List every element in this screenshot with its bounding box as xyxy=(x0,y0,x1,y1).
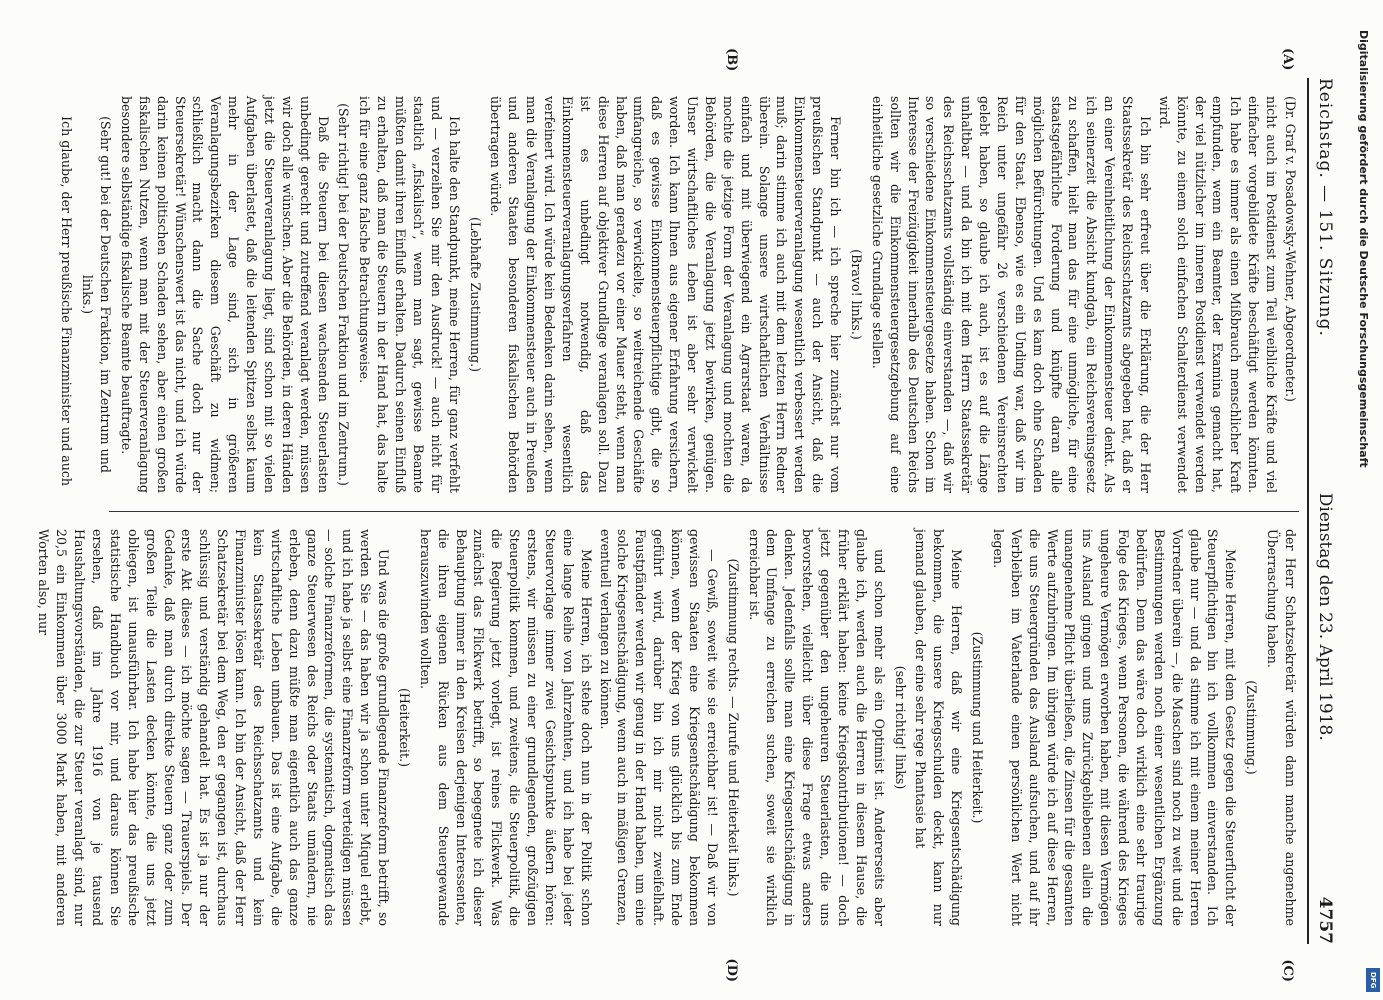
column-divider xyxy=(109,511,1299,512)
right-column xyxy=(36,511,1299,944)
page-number: 4757 xyxy=(1315,896,1335,944)
margin-mark-b: (B) xyxy=(724,48,739,72)
paragraph: der Herr Schatzsekretär würden dann manche angenehme Überraschung haben. xyxy=(1265,529,1298,926)
page-header xyxy=(1307,78,1335,944)
margin-mark-c: (C) xyxy=(1280,959,1295,982)
paragraph: Ich glaube, der Herr preußische Finanzminister und auch xyxy=(59,116,75,487)
paragraph: Meine Herren, ich stehe doch nun in der Politik schon eine lange Reihe von Jahrzehnten, und ich habe bei jeder Steuervorlage immer zwei Gesichtspunkte äußern hören: erstens, wir müssen zu einer grundlegenden, großzügigen Steuerpolitik kommen, und zweitens, die Steuerpolitik, die die Regierung jetzt vorlegt, ist reines Flickwerk. Was zunächst das Flickwerk betrifft, so begegnete ich dieser Behauptung immer in den Kreisen derjenigen Interessenten, die ihren eigenen Rücken aus dem Steuergewande herauszuwinden wollten. xyxy=(417,529,594,926)
paragraph: (Zustimmung.) xyxy=(1244,680,1260,775)
paragraph: Meine Herren, mit dem Gesetz gegen die Steuerflucht der Steuerpflichtigen bin ich vollkommen einverstanden. Ich glaube nur — und da stimme ich mit einem meiner Herren Vorredner überein —, die Maschen sind noch zu weit und die Bestimmungen werden noch einer wesentlichen Ergänzung bedürfen. Denn das wäre doch wirklich eine sehr traurige Folge des Krieges, wenn Personen, die während des Krieges ungeheure Vermögen erworben haben, mit diesen Vermögen ins Ausland gingen und ums Zurückgebliebenen allein die unangenehme Pflicht überließen, die Zinsen für die gesamten Werte aufzubringen. Im übrigen würde ich auf diese Herren, die uns Steuergründen das Ausland aufsuchen, und auf ihr Verbleiben im Vaterlande einen persönlichen Wert nicht legen. xyxy=(991,529,1239,926)
margin-mark-a: (A) xyxy=(1280,48,1295,71)
paragraph: Daß die Steuern bei diesen wachsenden Steuerlasten unbedingt gerecht und zutreffend veranlagt werden, müssen wir doch alle wünschen. Aber die Behörden, in deren Händen jetzt die Steuerveranlagung liegt, sind schon mit so vielen Aufgaben überlastet, daß die leitenden Spitzen selbst kaum mehr in der Lage sind, sich in größeren Veranlagungsbezirken diesem Geschäft zu widmen; schließlich macht dann die Sache doch nur der Steuersekretär! Wünschenswert ist das nicht, und ich würde darin keinen politischen Schaden sehen, aber einen großen fiskalischen Nutzen, wenn man mit der Steuerveranlagung besondere selbständige fiskalische Beamte beauftragte. xyxy=(119,96,331,493)
paragraph: (Sehr gut! bei der Deutschen Fraktion, im Zentrum und links.) xyxy=(80,116,114,473)
paragraph: Und was die große grundlegende Finanzreform betrifft, so werden Sie — das haben wir ja schon unter Miquel erlebt, und ich habe ja selbst eine Finanzreform verteidigen müssen — solche Finanzreformen, die systematisch, dogmatisch das ganze Steuerwesen des Reichs oder Staats umändern, nie erleben, denn dazu müßte man eigentlich auch das ganze wirtschaftliche Leben umbauen. Das ist eine Aufgabe, die kein Staatssekretär des Reichsschatzamts und kein Finanzminister lösen kann. Ich bin der Ansicht, daß der Herr Schatzsekretär bei dem Weg, den er gegangen ist, durchaus schlüssig und verständig gehandelt hat. Es ist ja nur der erste Akt dieses — ich möchte sagen — Trauerspiels. Der Gedanke, daß man durch direkte Steuern ganz oder zum großen Teile die Lasten decken könnte, die uns jetzt obliegen, ist unausführbar. Ich habe hier das preußische statistische Handbuch vor mir, und daraus können Sie ersehen, daß im Jahre 1916 von je tausend Haushaltungsvorständen, die zur Steuer veranlagt sind, nur 20,5 ein Einkommen über 3000 Mark haben, mit anderen Worten also, nur xyxy=(36,529,392,926)
paragraph: Ferner bin ich — ich spreche hier zunächst nur vom preußischen Standpunkt — auch der Ansicht, daß die Einkommensteuerveranlagung wesentlich verbessert werden muß; darin stimme ich auch mit dem letzten Herrn Redner überein. Solange unsere wirtschaftlichen Verhältnisse einfach und mit überwiegend ein Agrarstaat waren, da mochte die jetzige Form der Veranlagung und mochten die Behörden, die die Veranlagung jetzt bewirken, genügen. Unser wirtschaftliches Leben ist aber sehr verwickelt worden. Ich kann Ihnen aus eigener Erfahrung versichern, daß es gewisse Einkommensteuerpflichtige gibt, die so umfangreiche, so verwickelte, so weitreichende Geschäfte haben, daß man geradezu vor einer Mauer steht, wenn man diese Herren auf objektiver Grundlage veranlagen soll. Dazu ist es unbedingt notwendig, daß das Einkommensteuerveranlagungsverfahren wesentlich verfeinert wird. Ich würde kein Bedenken darin sehen, wenn man die Veranlagung der Einkommensteuer auch in Preußen und anderen Staaten besonderen fiskalischen Behörden übertragen würde. xyxy=(488,96,844,493)
paragraph: Ich halte den Standpunkt, meine Herren, für ganz verfehlt und — verzeihen Sie mir den Ausdruck! — auch nicht für staatlich „fiskalisch“, wenn man sagt, gewisse Beamte müßten damit ihren Einfluß erhalten. Dadurch seinen Einfluß zu erhalten, daß man die Steuern in der Hand hat, das halte ich für eine ganz falsche Betrachtungsweise. xyxy=(357,96,462,493)
paragraph: (Bravo! links.) xyxy=(849,249,864,340)
paragraph: und schon mehr als ein Optimist ist. Andererseits aber glaube ich, werden auch die Herren in diesem Hause, die früher erklärt haben: keine Kriegskontributionen! — doch jetzt gegenüber den ungeheuren Steuerlasten, die uns bevorstehen, vielleicht über diese Frage etwas anders denken. Jedenfalls sollte man eine Kriegsentschädigung in dem Umfange zu erreichen suchen, soweit sie wirklich erreichbar ist. xyxy=(746,529,887,926)
paragraph: (Sehr richtig! bei der Deutschen Fraktion und im Zentrum.) xyxy=(336,103,352,486)
digitization-credit: Digitalisierung gefördert durch die Deutsche Forschungsgemeinschaft xyxy=(1357,30,1370,468)
paragraph: (Lebhafte Zustimmung.) xyxy=(467,216,483,373)
left-column xyxy=(59,78,1299,511)
paragraph: Meine Herren, daß wir eine Kriegsentschädigung bekommen, die unsere Kriegsschulden deckt, kann nur jemand glauben, der eine sehr rege Phantasie hat xyxy=(913,529,965,926)
session-title: Reichstag. — 151. Sitzung. xyxy=(1315,78,1335,337)
paragraph: — Gewiß, soweit wie sie erreichbar ist! — Daß wir von gewissen Staaten eine Kriegsentschädigung bekommen können, wenn der Krieg von uns glücklich bis zum Ende geführt wird, darüber bin ich mir nicht zweifelhaft. Faustpfänder werden wir genug in der Hand haben, um eine solche Kriegsentschädigung, wenn auch in mäßigen Grenzen, eventuell verlangen zu können. xyxy=(597,529,720,926)
paragraph: (Dr. Graf v. Posadowsky-Wehner, Abgeordneter.) xyxy=(1283,96,1298,402)
text-columns xyxy=(36,48,1299,982)
paragraph: (Zustimmung und Heiterkeit.) xyxy=(970,631,986,824)
paragraph: nicht auch im Postdienst zum Teil weibliche Kräfte und viel einfacher vorgebildete Kräfte beschäftigt werden könnten. Ich habe es immer als einen Mißbrauch menschlicher Kraft empfunden, wenn ein Beamter, der Examina gemacht hat, der viel nützlicher im inneren Postdienst verwendet werden könnte, zu einem solch einfachen Schalterdienst verwendet wird. xyxy=(1156,96,1280,493)
paragraph: (Heiterkeit.) xyxy=(397,688,412,767)
paragraph: Ich bin sehr erfreut über die Erklärung, die der Herr Staatssekretär des Reichsschatzamts abgegeben hat, daß er an einer Vereinheitlichung der Einkommensteuer denkt. Als ich seinerzeit die Absicht kundgab, ein Reichsvereinsgesetz zu schaffen, hielt man das für eine unmögliche, für eine staatsgefährliche Forderung und knüpfte daran alle möglichen Befürchtungen. Und es kam doch ohne Schaden für den Staat. Ebenso, wie es ein Unding war, daß wir im Reich unter ungefähr 26 verschiedenen Vereinsrechten gelebt haben, so glaube ich auch, ist es auf die Länge unhaltbar — und da bin ich mit dem Herrn Staatssekretär des Reichsschatzamts vollständig einverstanden —, daß wir so verschiedene Einkommensteuergesetze haben. Schon im Interesse der Freizügigkeit innerhalb des Deutschen Reichs sollten wir die Einkommensteuergesetzgebung auf eine einheitliche gesetzliche Grundlage stellen. xyxy=(869,96,1153,493)
dfg-logo: DFG xyxy=(1366,968,1380,992)
paragraph: (sehr richtig! links) xyxy=(892,665,908,790)
paragraph: (Zustimmung rechts. — Zurufe und Heiterkeit links.) xyxy=(725,558,741,897)
session-date: Dienstag den 23. April 1918. xyxy=(1315,492,1335,741)
margin-mark-d: (D) xyxy=(724,958,739,982)
